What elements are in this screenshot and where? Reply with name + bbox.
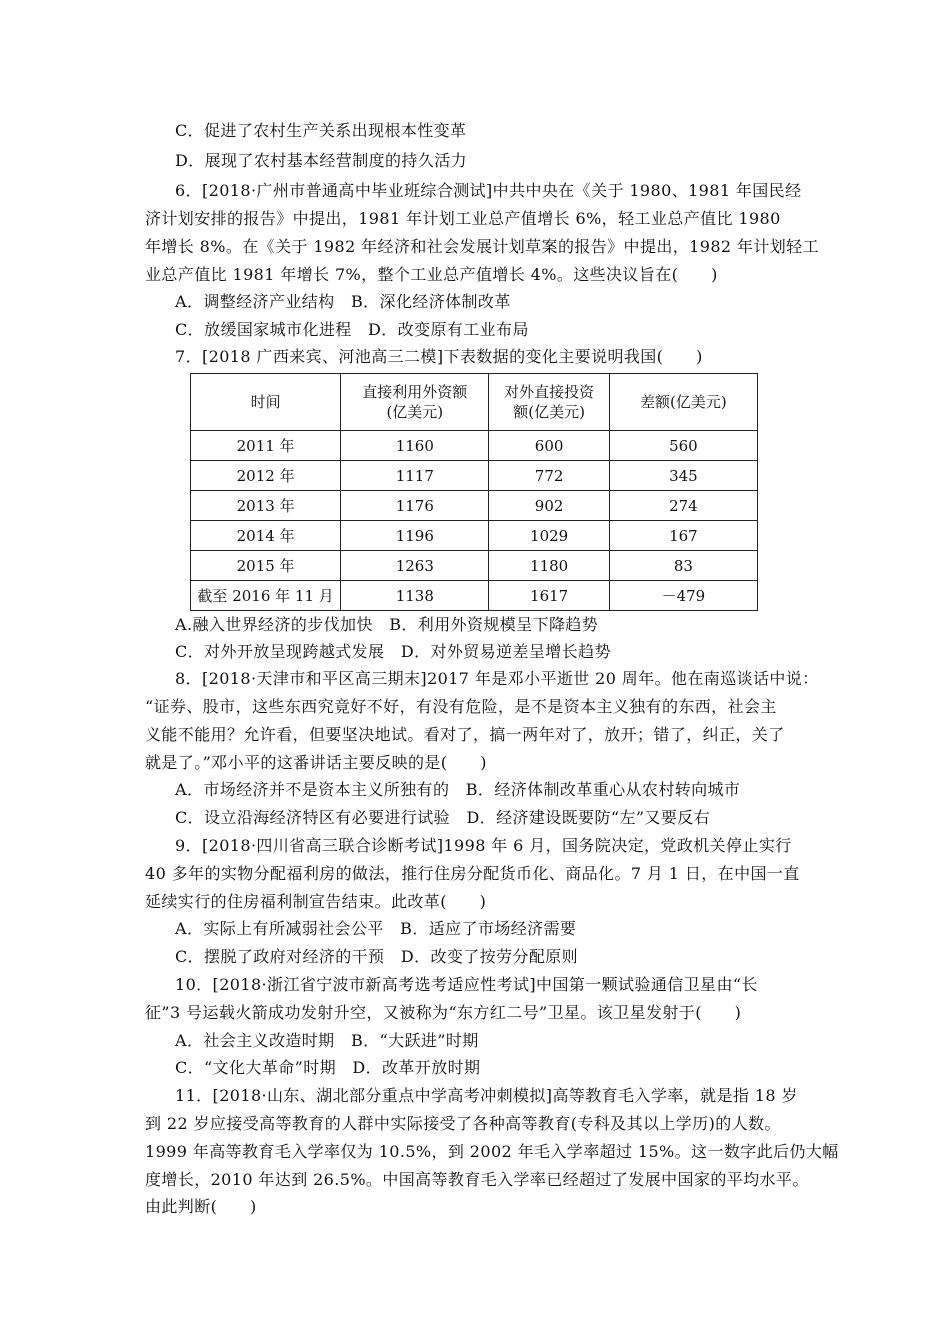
table-header-row	[191, 374, 758, 431]
table-cell: 2015 年	[191, 551, 341, 581]
table-cell: 1160	[341, 431, 489, 461]
q6-stem-line4: 业总产值比 1981 年增长 7%，整个工业总产值增长 4%。这些决议旨在( )	[145, 265, 718, 284]
table-cell: －479	[609, 581, 757, 611]
table-cell: 274	[609, 491, 757, 521]
q6-options-cd: C．放缓国家城市化进程 D．改变原有工业布局	[175, 320, 529, 339]
table-row	[191, 521, 758, 551]
q10-stem-line2: 征”3 号运载火箭成功发射升空，又被称为“东方红二号”卫星。该卫星发射于( )	[145, 1003, 742, 1022]
q6-options-ab: A．调整经济产业结构 B．深化经济体制改革	[175, 292, 511, 311]
table-cell: 83	[609, 551, 757, 581]
table-row	[191, 551, 758, 581]
table-cell: 167	[609, 521, 757, 551]
table-cell: 1029	[489, 521, 609, 551]
table-cell: 2014 年	[191, 521, 341, 551]
table-cell: 345	[609, 461, 757, 491]
table-cell: 1263	[341, 551, 489, 581]
table-cell: 902	[489, 491, 609, 521]
q10-options-cd: C．“文化大革命”时期 D．改革开放时期	[175, 1058, 481, 1077]
header-difference: 差额(亿美元)	[609, 374, 757, 431]
table-row	[191, 431, 758, 461]
q10-options-ab: A．社会主义改造时期 B．“大跃进”时期	[175, 1031, 479, 1050]
table-cell: 截至 2016 年 11 月	[191, 581, 341, 611]
q8-stem-line4: 就是了。”邓小平的这番讲话主要反映的是( )	[145, 753, 487, 772]
table-row	[191, 491, 758, 521]
q9-stem-line1: 9．[2018·四川省高三联合诊断考试]1998 年 6 月，国务院决定，党政机关停止实行	[175, 836, 792, 855]
q9-options-ab: A．实际上有所减弱社会公平 B．适应了市场经济需要	[175, 919, 577, 938]
table-cell: 1176	[341, 491, 489, 521]
q6-stem-line3: 年增长 8%。在《关于 1982 年经济和社会发展计划草案的报告》中提出，1982 年计划轻工	[145, 237, 819, 256]
q8-stem-line1: 8．[2018·天津市和平区高三期末]2017 年是邓小平逝世 20 周年。他在南巡谈话中说：	[175, 669, 819, 688]
table-cell: 1180	[489, 551, 609, 581]
q9-options-cd: C．摆脱了政府对经济的干预 D．改变了按劳分配原则	[175, 947, 579, 966]
q10-stem-line1: 10．[2018·浙江省宁波市新高考选考适应性考试]中国第一颗试验通信卫星由“长	[175, 975, 758, 994]
q7-options-ab: A.融入世界经济的步伐加快 B．利用外资规模呈下降趋势	[175, 615, 599, 634]
q9-stem-line2: 40 多年的实物分配福利房的做法，推行住房分配货币化、商品化。7 月 1 日，在中国一直	[145, 864, 800, 883]
q8-stem-line2: “证券、股市，这些东西究竟好不好，有没有危险，是不是资本主义独有的东西，社会主	[145, 697, 777, 716]
q11-stem-line4: 度增长，2010 年达到 26.5%。中国高等教育毛入学率已经超过了发展中国家的平均水平。	[145, 1170, 809, 1189]
q6-stem-line1: 6．[2018·广州市普通高中毕业班综合测试]中共中央在《关于 1980、1981 年国民经	[175, 181, 802, 200]
header-fdi: 直接利用外资额 (亿美元)	[341, 374, 489, 431]
header-time: 时间	[191, 374, 341, 431]
table-cell: 1617	[489, 581, 609, 611]
table-cell: 1117	[341, 461, 489, 491]
q11-stem-line3: 1999 年高等教育毛入学率仅为 10.5%，到 2002 年毛入学率超过 15%。这一数字此后仍大幅	[145, 1142, 839, 1161]
q11-stem-line2: 到 22 岁应接受高等教育的人群中实际接受了各种高等教育(专科及其以上学历)的人数。	[145, 1114, 781, 1133]
q6-stem-line2: 济计划安排的报告》中提出，1981 年计划工业总产值增长 6%，轻工业总产值比 1980	[145, 209, 781, 228]
table-cell: 600	[489, 431, 609, 461]
q8-options-cd: C．设立沿海经济特区有必要进行试验 D．经济建设既要防“左”又要反右	[175, 808, 711, 827]
q5-option-c: C．促进了农村生产关系出现根本性变革	[175, 121, 467, 140]
table-cell: 2011 年	[191, 431, 341, 461]
table-cell: 560	[609, 431, 757, 461]
q9-stem-line3: 延续实行的住房福利制宣告结束。此改革( )	[145, 892, 487, 911]
q5-option-d: D．展现了农村基本经营制度的持久活力	[175, 151, 468, 170]
q8-stem-line3: 义能不能用？允许看，但要坚决地试。看对了，搞一两年对了，放开；错了，纠正，关了	[145, 725, 785, 744]
q11-stem-line1: 11．[2018·山东、湖北部分重点中学高考冲刺模拟]高等教育毛入学率，就是指 18 岁	[175, 1086, 798, 1105]
header-odi: 对外直接投资 额(亿美元)	[489, 374, 609, 431]
q7-stem: 7．[2018 广西来宾、河池高三二模]下表数据的变化主要说明我国( )	[175, 347, 703, 366]
table-cell: 2013 年	[191, 491, 341, 521]
table-row	[191, 461, 758, 491]
table-cell: 1196	[341, 521, 489, 551]
table-cell: 772	[489, 461, 609, 491]
table-cell: 1138	[341, 581, 489, 611]
foreign-investment-table	[190, 373, 758, 611]
q8-options-ab: A．市场经济并不是资本主义所独有的 B．经济体制改革重心从农村转向城市	[175, 780, 741, 799]
q7-options-cd: C．对外开放呈现跨越式发展 D．对外贸易逆差呈增长趋势	[175, 642, 611, 661]
q11-stem-line5: 由此判断( )	[145, 1197, 257, 1216]
table-cell: 2012 年	[191, 461, 341, 491]
table-row	[191, 581, 758, 611]
